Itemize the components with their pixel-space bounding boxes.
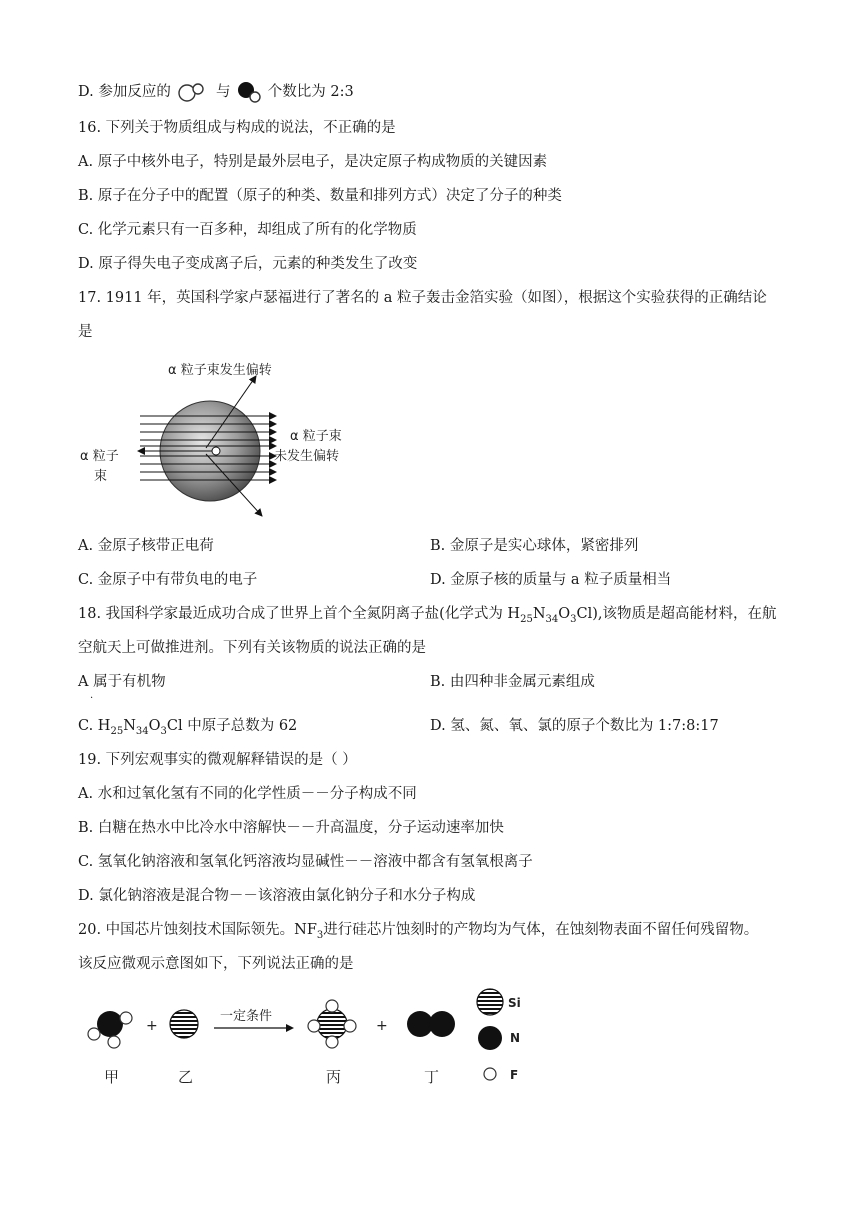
legend-n-symbol [478, 1026, 502, 1050]
q15-d-prefix: D. 参加反应的 [78, 84, 171, 100]
label-alpha-beam-1: α 粒子 [80, 449, 119, 464]
q17-option-d: D. 金原子核的质量与 a 粒子质量相当 [430, 572, 672, 588]
q19-option-d: D. 氯化钠溶液是混合物－－该溶液由氯化钠分子和水分子构成 [78, 888, 476, 904]
q18-option-d: D. 氢、氮、氧、氯的原子个数比为 1:7:8:17 [430, 718, 719, 734]
q17-option-b: B. 金原子是实心球体，紧密排列 [430, 538, 639, 554]
label-alpha-beam-2: 束 [94, 469, 108, 484]
label-jia: 甲 [104, 1068, 120, 1086]
q20-stem-line1: 20. 中国芯片蚀刻技术国际领先。$NF_3$进行硅芯片蚀刻时的产物均为气体，在蚀刻物表面不留任何残留物。 [78, 922, 759, 941]
legend-f-symbol [484, 1068, 496, 1080]
q18-stem-line2: 空航天上可做推进剂。下列有关该物质的说法正确的是 [78, 640, 426, 656]
reaction-condition: 一定条件 [220, 1009, 273, 1024]
q16-option-c: C. 化学元素只有一百多种，却组成了所有的化学物质 [78, 222, 417, 238]
label-deflected: α 粒子束发生偏转 [168, 363, 272, 378]
q15-molecule-two-white-icon [175, 81, 211, 103]
gold-nucleus [212, 447, 220, 455]
q18-option-a-dot: . [90, 690, 94, 701]
q15-d-mid: 与 [216, 84, 231, 100]
q18-option-c: C. $H_{25}N_{34}O_3Cl$ 中原子总数为 62 [78, 718, 298, 737]
legend-n-label: N [510, 1031, 521, 1045]
label-undeflected-2: 未发生偏转 [274, 449, 340, 464]
molecule-bing-sif4 [308, 1000, 356, 1048]
q15-molecule-black-white-icon [235, 80, 263, 104]
q16-option-a: A. 原子中核外电子，特别是最外层电子，是决定原子构成物质的关键因素 [78, 154, 548, 170]
q16-option-d: D. 原子得失电子变成离子后，元素的种类发生了改变 [78, 256, 418, 272]
label-bing: 丙 [326, 1068, 342, 1086]
q19-option-b: B. 白糖在热水中比冷水中溶解快－－升高温度，分子运动速率加快 [78, 820, 504, 836]
legend [477, 989, 521, 1082]
q18-option-b: B. 由四种非金属元素组成 [430, 674, 595, 690]
rutherford-figure [76, 356, 376, 526]
plus-2: + [376, 1018, 388, 1034]
q17-stem-line1: 17. 1911 年，英国科学家卢瑟福进行了著名的 a 粒子轰击金箔实验（如图），根据这个实验获得的正确结论 [78, 290, 767, 306]
label-yi: 乙 [178, 1068, 194, 1086]
legend-si-symbol [477, 989, 503, 1015]
q15-option-d [78, 80, 354, 104]
q17-option-a: A. 金原子核带正电荷 [78, 538, 214, 554]
q15-d-suffix: 个数比为 2:3 [267, 84, 354, 100]
label-ding: 丁 [424, 1068, 440, 1086]
plus-1: + [146, 1018, 158, 1034]
legend-f-label: F [510, 1068, 519, 1082]
label-undeflected-1: α 粒子束 [290, 429, 342, 444]
reaction-diagram [80, 984, 540, 1092]
q16-stem: 16. 下列关于物质组成与构成的说法，不正确的是 [78, 120, 396, 136]
atom-yi-si [170, 1010, 198, 1038]
q19-stem: 19. 下列宏观事实的微观解释错误的是（ ） [78, 752, 357, 768]
molecule-ding-n2 [407, 1011, 455, 1037]
q17-option-c: C. 金原子中有带负电的电子 [78, 572, 258, 588]
q18-option-a: A 属于有机物 [78, 674, 166, 690]
q19-option-c: C. 氢氧化钠溶液和氢氧化钙溶液均显碱性－－溶液中都含有氢氧根离子 [78, 854, 533, 870]
q16-option-b: B. 原子在分子中的配置（原子的种类、数量和排列方式）决定了分子的种类 [78, 188, 562, 204]
q20-stem-line2: 该反应微观示意图如下，下列说法正确的是 [78, 956, 354, 972]
q17-stem-line2: 是 [78, 324, 93, 340]
q18-stem-line1: 18. 我国科学家最近成功合成了世界上首个全氮阴离子盐(化学式为 $H_{25}N_{34}O_3Cl$),该物质是超高能材料，在航 [78, 606, 777, 625]
molecule-jia-nf3 [88, 1011, 132, 1048]
q19-option-a: A. 水和过氧化氢有不同的化学性质－－分子构成不同 [78, 786, 417, 802]
legend-si-label: Si [508, 996, 521, 1010]
